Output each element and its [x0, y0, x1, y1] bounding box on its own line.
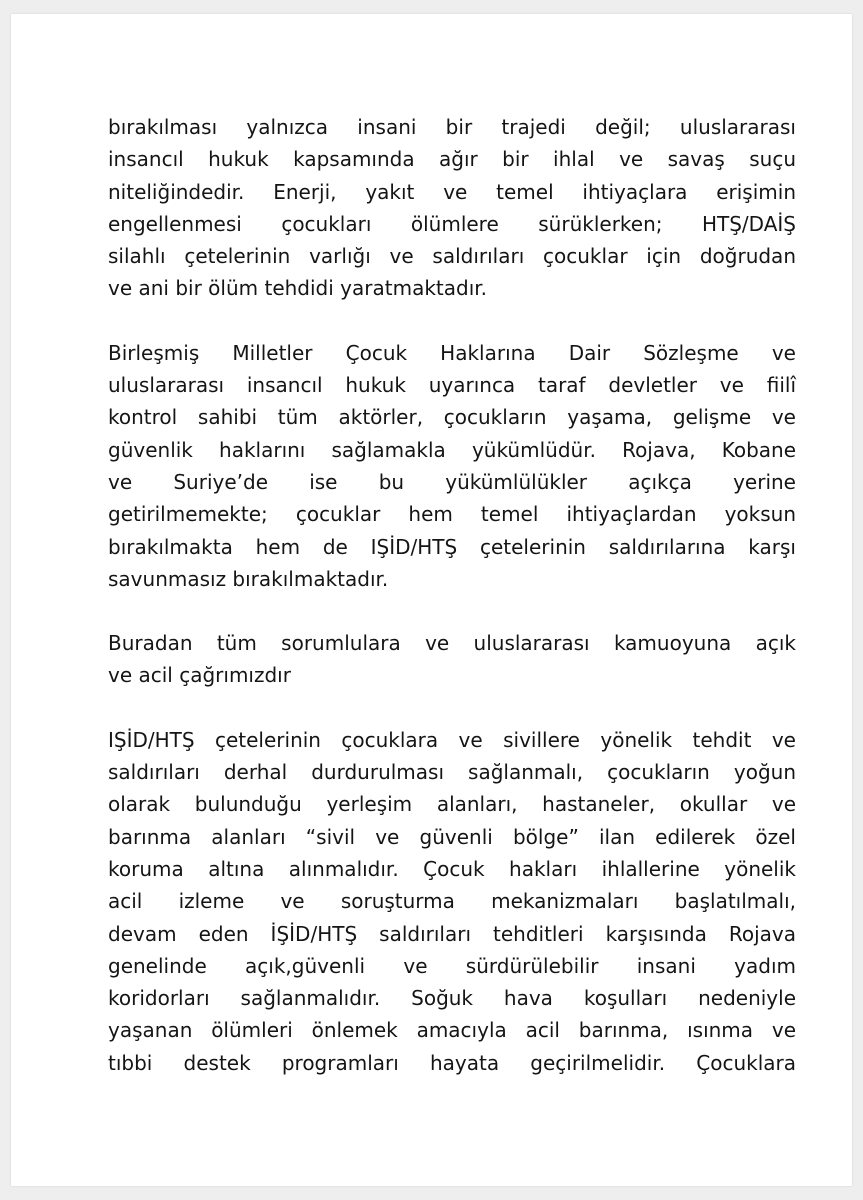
text-line: bırakılması yalnızca insani bir trajedi değil; uluslararası — [108, 115, 796, 139]
text-line: savunmasız bırakılmaktadır. — [108, 566, 389, 591]
text-line: devam eden İŞİD/HTŞ saldırıları tehditleri karşısında Rojava — [108, 921, 796, 946]
text-line: ve ani bir ölüm tehdidi yaratmaktadır. — [108, 276, 487, 301]
text-line: tıbbi destek programları hayata geçirilmelidir. Çocuklara — [108, 1050, 796, 1075]
text-line: engellenmesi çocukları ölümlere sürüklerken; HTŞ/DAİŞ — [108, 211, 796, 236]
text-line: genelinde açık,güvenli ve sürdürülebilir insani yadım — [108, 953, 796, 978]
paragraph-3 — [108, 627, 796, 692]
text-line: kontrol sahibi tüm aktörler, çocukların yaşama, gelişme ve — [108, 405, 796, 430]
paragraph-4 — [108, 724, 796, 1079]
text-line: yaşanan ölümleri önlemek amacıyla acil barınma, ısınma ve — [108, 1018, 796, 1043]
text-line: silahlı çetelerinin varlığı ve saldırıları çocuklar için doğrudan — [108, 244, 796, 269]
text-line: bırakılmakta hem de IŞİD/HTŞ çetelerinin saldırılarına karşı — [108, 534, 796, 559]
text-line: uluslararası insancıl hukuk uyarınca taraf devletler ve fiilî — [108, 373, 796, 398]
text-line: ve acil çağrımızdır — [108, 663, 291, 688]
text-line: güvenlik haklarını sağlamakla yükümlüdür. Rojava, Kobane — [108, 437, 796, 462]
paragraph-1 — [108, 111, 796, 305]
paragraph-2 — [108, 337, 796, 595]
text-line: IŞİD/HTŞ çetelerinin çocuklara ve sivillere yönelik tehdit ve — [108, 727, 796, 752]
text-line: Birleşmiş Milletler Çocuk Haklarına Dair Sözleşme ve — [108, 340, 796, 365]
text-line: koridorları sağlanmalıdır. Soğuk hava koşulları nedeniyle — [108, 986, 796, 1011]
text-line: olarak bulunduğu yerleşim alanları, hastaneler, okullar ve — [108, 792, 796, 817]
text-line: insancıl hukuk kapsamında ağır bir ihlal ve savaş suçu — [108, 147, 796, 172]
text-line: acil izleme ve soruşturma mekanizmaları başlatılmalı, — [108, 889, 796, 914]
text-line: koruma altına alınmalıdır. Çocuk hakları ihlallerine yönelik — [108, 856, 796, 881]
text-line: saldırıları derhal durdurulması sağlanmalı, çocukların yoğun — [108, 760, 796, 785]
text-line: getirilmemekte; çocuklar hem temel ihtiyaçlardan yoksun — [108, 502, 796, 527]
document-page — [11, 14, 852, 1186]
text-line: niteliğindedir. Enerji, yakıt ve temel ihtiyaçlara erişimin — [108, 179, 796, 204]
text-line: Buradan tüm sorumlulara ve uluslararası kamuoyuna açık — [108, 631, 796, 656]
text-line: barınma alanları “sivil ve güvenli bölge” ilan edilerek özel — [108, 824, 796, 849]
text-line: ve Suriye’de ise bu yükümlülükler açıkça yerine — [108, 469, 796, 494]
